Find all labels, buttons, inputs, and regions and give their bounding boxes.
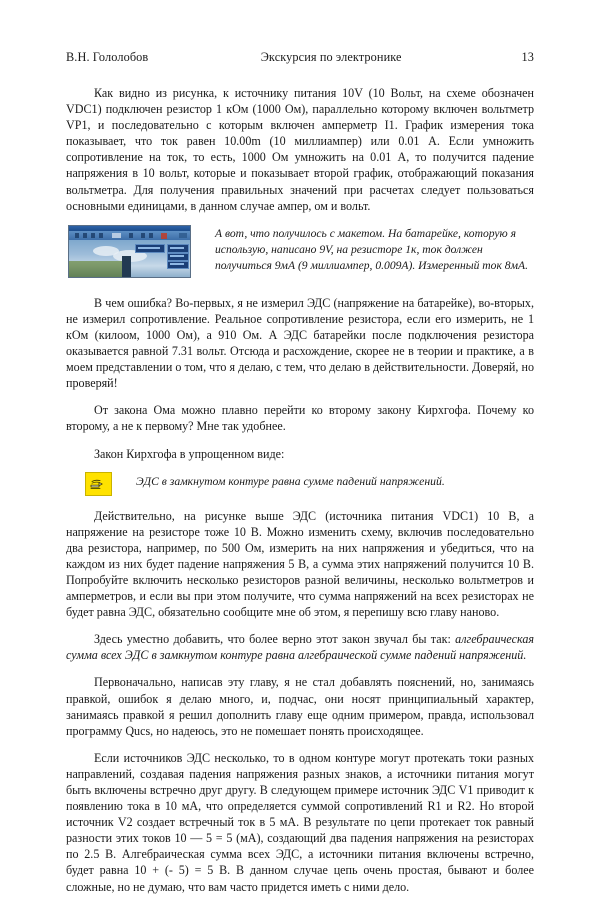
running-head-author: В.Н. Гололобов bbox=[66, 50, 149, 64]
figure-block bbox=[66, 225, 534, 278]
paragraph-kirchhoff-simplified: Закон Кирхгофа в упрощенном виде: bbox=[94, 446, 285, 461]
paragraph-ohm-law-example: Как видно из рисунка, к источнику питания 10V (10 Вольт, на схеме обозначен VDC1) подключен резистор 1 кОм (1000 Ом), параллельно которому включен вольтметр VP1, и последовательно с которым включен амперметр I1. График измерения тока показывает, что ток равен 10.00m (10 миллиампер) или 0.01 А. Если умножить сопротивление на ток, то есть, 1000 Ом умножить на 0.01 А, то получится падение напряжения в 10 вольт, которые и показывает второй график, отображающий показания вольтметра. Для получения правильных значений при расчетах следует пользоваться основными единицами, в данном случае ампер, ом и вольт. bbox=[66, 86, 534, 213]
breadboard-screenshot-thumbnail bbox=[68, 225, 191, 278]
paragraph-error-analysis: В чем ошибка? Во-первых, я не измерил ЭДС (напряжение на батарейке), во-вторых, не измерил сопротивление. Реальное сопротивление резистора, если его измерить, не 1 кОм (килоом, 1000 Ом), а 910 Ом. А ЭДС батарейки после подключения резистора оказывается равной 7.31 вольт. Отсюда и расхождение, скорее не в теории и практике, а в моем представлении о том, что я делаю, с тем, что делаю в действительности. Доверяй, но проверяй! bbox=[66, 295, 534, 391]
thumbnail-panel-row bbox=[170, 263, 184, 265]
thumbnail-toolbar-icon bbox=[149, 233, 153, 238]
callout-note bbox=[66, 472, 534, 496]
thumbnail-toolbar-icon bbox=[112, 233, 121, 238]
paragraph-algebraic-sum-statement: алгебраическая сумма всех ЭДС в замкнутом контуре равна алгебраической сумме падений напряжений. bbox=[66, 632, 534, 663]
thumbnail-toolbar-icon bbox=[91, 233, 95, 238]
thumbnail-foreground-object bbox=[122, 256, 131, 277]
thumbnail-panel-row bbox=[170, 247, 184, 249]
callout-note-text: ЭДС в замкнутом контуре равна сумме падений напряжений. bbox=[136, 474, 445, 488]
thumbnail-toolbar-icon bbox=[75, 233, 79, 238]
thumbnail-toolbar-icon bbox=[83, 233, 87, 238]
thumbnail-toolbar-icon-record bbox=[161, 233, 167, 239]
paragraph-algebraic-sum bbox=[66, 631, 534, 663]
thumbnail-toolbar-icon bbox=[141, 233, 145, 238]
paragraph-multiple-emf-sources: Если источников ЭДС несколько, то в одном контуре могут протекать токи разных направлений, создавая падения напряжения разных знаков, а источники питания могут быть включены встречно друг другу. В следующем примере источник ЭДС V1 приводит к появлению тока в 10 мА, что определяется суммой сопротивлений R1 и R2. Но второй источник V2 создает встречный ток в 5 мА. В результате по цепи протекает ток равный разности этих токов 10 — 5 = 5 (мА), создающий два падения напряжения на резисторах по 2.5 В. Алгебраическая сумма всех ЭДС, а источники питания включены встречно, будет равна 10 + (- 5) = 5 В. В данном случае цепь очень простая, бывают и более сложные, но не думаю, что вам часто придется иметь с ними дело. bbox=[66, 750, 534, 894]
paragraph-voltage-divider-example: Действительно, на рисунке выше ЭДС (источника питания VDC1) 10 В, а напряжение на резисторе тоже 10 В. Можно изменить схему, включив последовательно два резистора, например, по 500 Ом, измерить на них напряжения и убедиться, что на каждом из них будет падение напряжения 5 В, а сумма этих напряжений получится 10 В. Попробуйте включить несколько резисторов разной величины, несколько вольтметров и амперметров, и если вы при этом получите, что сумма напряжений на всех резисторах не будет равна ЭДС, обязательно сообщите мне об этом, я перепишу всю главу наново. bbox=[66, 508, 534, 620]
pointing-hand-icon bbox=[85, 472, 112, 496]
thumbnail-panel-row bbox=[170, 255, 184, 257]
paragraph-algebraic-sum-lead: Здесь уместно добавить, что более верно этот закон звучал бы так: bbox=[94, 632, 456, 647]
thumbnail-toolbar-icon bbox=[99, 233, 103, 238]
paragraph-editing-note: Первоначально, написав эту главу, я не стал добавлять пояснений, но, занимаясь правкой, ошибок я делаю много, и, подчас, они носят принципиальный характер, занимаясь правкой я решил дополнить главу еще одним примером, правда, использовал программу Qucs, но надеюсь, это не помешает понять происходящее. bbox=[66, 675, 534, 738]
page-content bbox=[66, 50, 534, 906]
thumbnail-toolbar-icon bbox=[179, 233, 187, 238]
running-head-title: Экскурсия по электронике bbox=[260, 50, 402, 64]
running-head bbox=[66, 50, 534, 65]
thumbnail-panel-row bbox=[138, 247, 160, 249]
paragraph-kirchhoff-intro: От закона Ома можно плавно перейти ко второму закону Кирхгофа. Почему ко второму, а не к первому? Мне так удобнее. bbox=[66, 403, 534, 434]
figure-caption: А вот, что получилось с макетом. На батарейке, которую я использую, написано 9V, на резисторе 1к, ток должен получиться 9мА (9 миллиампер, 0.009А). Измеренный ток 8мА. bbox=[215, 226, 528, 273]
thumbnail-toolbar-icon bbox=[129, 233, 133, 238]
page-number: 13 bbox=[521, 50, 534, 64]
